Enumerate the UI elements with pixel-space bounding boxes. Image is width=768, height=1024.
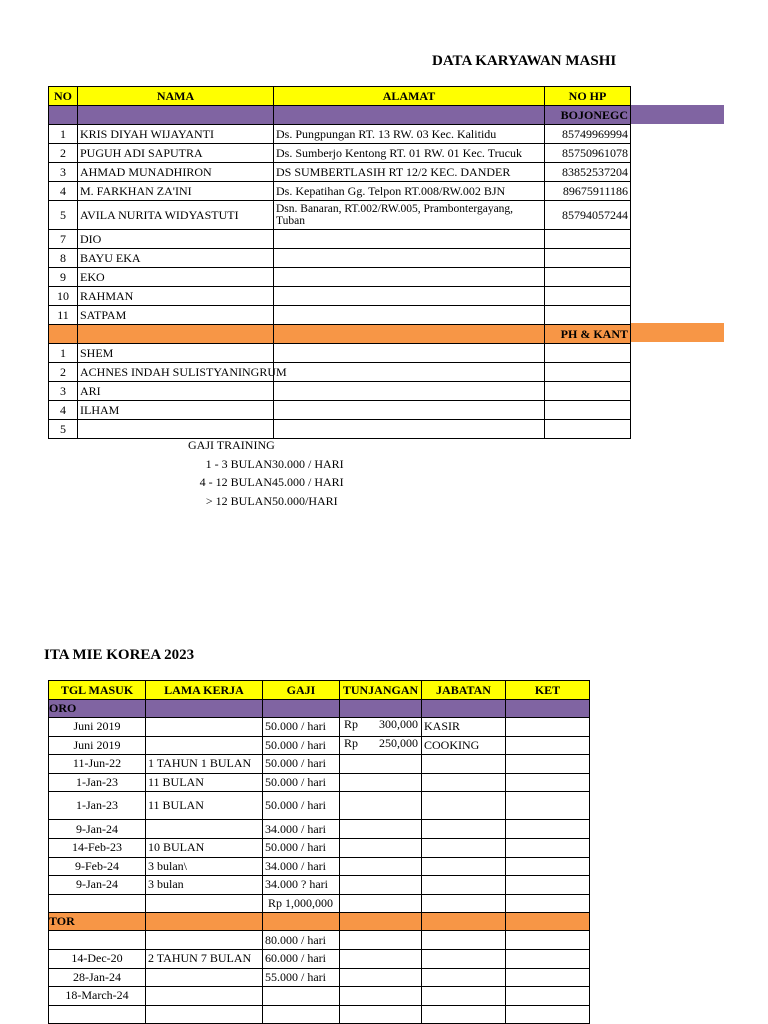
cell-tunjangan xyxy=(340,755,422,774)
cell-tunjangan xyxy=(340,792,422,820)
cell-nama: EKO xyxy=(78,268,274,287)
cell-tgl-masuk: Juni 2019 xyxy=(49,736,146,755)
cell-tunjangan xyxy=(340,1005,422,1024)
table-row xyxy=(49,144,631,163)
cell-nama: PUGUH ADI SAPUTRA xyxy=(78,144,274,163)
section-cell-empty xyxy=(146,700,263,718)
table-row xyxy=(49,736,590,755)
header-no-hp: NO HP xyxy=(545,87,631,106)
cell-no-hp xyxy=(545,401,631,420)
cell-jabatan: COOKING xyxy=(422,736,506,755)
cell-no: 8 xyxy=(49,249,78,268)
table-row xyxy=(49,306,631,325)
cell-no: 3 xyxy=(49,163,78,182)
cell-tgl-masuk xyxy=(49,894,146,913)
salary-table xyxy=(48,680,590,1024)
section-cell-empty xyxy=(78,106,274,125)
section-cell-empty xyxy=(263,913,340,931)
cell-no-hp: 85749969994 xyxy=(545,125,631,144)
cell-lama-kerja xyxy=(146,931,263,950)
cell-jabatan xyxy=(422,755,506,774)
cell-no-hp xyxy=(545,420,631,439)
cell-tunjangan xyxy=(340,773,422,792)
cell-lama-kerja xyxy=(146,1005,263,1024)
table-row xyxy=(49,182,631,201)
cell-gaji: 60.000 / hari xyxy=(263,949,340,968)
cell-tgl-masuk: 9-Feb-24 xyxy=(49,857,146,876)
cell-ket xyxy=(506,894,590,913)
cell-lama-kerja: 1 TAHUN 1 BULAN xyxy=(146,755,263,774)
cell-tgl-masuk: 28-Jan-24 xyxy=(49,968,146,987)
cell-jabatan xyxy=(422,1005,506,1024)
cell-nama: ARI xyxy=(78,382,274,401)
section-label: PH & KANT xyxy=(545,325,631,344)
cell-alamat xyxy=(274,230,545,249)
table-row xyxy=(49,876,590,895)
cell-tgl-masuk: 1-Jan-23 xyxy=(49,773,146,792)
cell-alamat: Ds. Sumberjo Kentong RT. 01 RW. 01 Kec. Trucuk xyxy=(274,144,545,163)
cell-no: 5 xyxy=(49,420,78,439)
table-row xyxy=(49,401,631,420)
header-lama: LAMA KERJA xyxy=(146,681,263,700)
table-row xyxy=(49,931,590,950)
cell-tgl-masuk xyxy=(49,931,146,950)
cell-ket xyxy=(506,949,590,968)
gaji-training-row xyxy=(150,492,390,510)
gaji-range: > 12 BULAN xyxy=(205,493,272,508)
cell-jabatan xyxy=(422,949,506,968)
section-cell-empty xyxy=(263,700,340,718)
cell-lama-kerja xyxy=(146,987,263,1006)
section-cell-empty xyxy=(49,106,78,125)
cell-no-hp xyxy=(545,230,631,249)
cell-no-hp: 83852537204 xyxy=(545,163,631,182)
table-row xyxy=(49,363,631,382)
section-cell-empty xyxy=(422,913,506,931)
cell-nama: ACHNES INDAH SULISTYANINGRUM xyxy=(78,363,274,382)
section-cell-empty xyxy=(340,913,422,931)
cell-ket xyxy=(506,773,590,792)
cell-nama: RAHMAN xyxy=(78,287,274,306)
cell-ket xyxy=(506,820,590,839)
cell-lama-kerja: 3 bulan\ xyxy=(146,857,263,876)
tunjangan-value: 250,000 xyxy=(379,735,418,750)
cell-jabatan xyxy=(422,838,506,857)
cell-alamat xyxy=(274,287,545,306)
table-row xyxy=(49,344,631,363)
table-row xyxy=(49,755,590,774)
cell-no-hp xyxy=(545,268,631,287)
page-title-bottom: ITA MIE KOREA 2023 xyxy=(44,647,195,663)
cell-ket xyxy=(506,792,590,820)
cell-alamat xyxy=(274,363,545,382)
cell-jabatan xyxy=(422,931,506,950)
table-row xyxy=(49,163,631,182)
cell-no: 2 xyxy=(49,363,78,382)
header-tgl: TGL MASUK xyxy=(49,681,146,700)
cell-lama-kerja: 11 BULAN xyxy=(146,792,263,820)
header-tunjangan: TUNJANGAN xyxy=(340,681,422,700)
cell-ket xyxy=(506,736,590,755)
section-cell-empty xyxy=(506,700,590,718)
cell-nama: KRIS DIYAH WIJAYANTI xyxy=(78,125,274,144)
section-band-ph-kantor xyxy=(630,323,724,342)
cell-tunjangan xyxy=(340,838,422,857)
cell-tgl-masuk: 14-Dec-20 xyxy=(49,949,146,968)
table-row xyxy=(49,201,631,230)
cell-jabatan xyxy=(422,773,506,792)
cell-jabatan xyxy=(422,968,506,987)
cell-tgl-masuk: 11-Jun-22 xyxy=(49,755,146,774)
cell-alamat: Ds. Kepatihan Gg. Telpon RT.008/RW.002 BJN xyxy=(274,182,545,201)
cell-ket xyxy=(506,1005,590,1024)
table-row xyxy=(49,857,590,876)
section-label: BOJONEGC xyxy=(545,106,631,125)
table-row xyxy=(49,718,590,737)
section-row xyxy=(49,913,590,931)
cell-tunjangan xyxy=(340,894,422,913)
cell-gaji: 50.000 / hari xyxy=(263,773,340,792)
section-band-bojonegoro xyxy=(630,105,724,124)
cell-tunjangan xyxy=(340,857,422,876)
cell-tunjangan xyxy=(340,987,422,1006)
header-no: NO xyxy=(49,87,78,106)
cell-gaji: Rp 1,000,000 xyxy=(263,894,340,913)
cell-jabatan: KASIR xyxy=(422,718,506,737)
table-row xyxy=(49,820,590,839)
cell-no: 3 xyxy=(49,382,78,401)
cell-ket xyxy=(506,857,590,876)
cell-lama-kerja xyxy=(146,736,263,755)
table-row xyxy=(49,420,631,439)
cell-gaji: 34.000 / hari xyxy=(263,857,340,876)
cell-nama: M. FARKHAN ZA'INI xyxy=(78,182,274,201)
section-cell-empty xyxy=(506,913,590,931)
cell-jabatan xyxy=(422,857,506,876)
cell-alamat xyxy=(274,344,545,363)
cell-gaji: 50.000 / hari xyxy=(263,755,340,774)
cell-nama: BAYU EKA xyxy=(78,249,274,268)
cell-lama-kerja xyxy=(146,718,263,737)
cell-lama-kerja: 11 BULAN xyxy=(146,773,263,792)
header-alamat: ALAMAT xyxy=(274,87,545,106)
section-cell-empty xyxy=(49,325,78,344)
section-cell-empty xyxy=(274,106,545,125)
gaji-rate: 30.000 / HARI xyxy=(272,456,344,471)
section-cell-empty xyxy=(78,325,274,344)
cell-alamat xyxy=(274,249,545,268)
cell-jabatan xyxy=(422,987,506,1006)
cell-no-hp: 89675911186 xyxy=(545,182,631,201)
section-row xyxy=(49,700,590,718)
header-nama: NAMA xyxy=(78,87,274,106)
cell-lama-kerja xyxy=(146,894,263,913)
cell-no: 4 xyxy=(49,401,78,420)
section-cell-empty xyxy=(274,325,545,344)
cell-alamat xyxy=(274,420,545,439)
cell-tgl-masuk: 9-Jan-24 xyxy=(49,876,146,895)
table-row xyxy=(49,1005,590,1024)
cell-no-hp xyxy=(545,306,631,325)
cell-alamat xyxy=(274,401,545,420)
cell-tgl-masuk: 9-Jan-24 xyxy=(49,820,146,839)
header-gaji: GAJI xyxy=(263,681,340,700)
cell-lama-kerja xyxy=(146,820,263,839)
cell-lama-kerja: 10 BULAN xyxy=(146,838,263,857)
cell-no: 1 xyxy=(49,125,78,144)
cell-no: 7 xyxy=(49,230,78,249)
table-row xyxy=(49,249,631,268)
cell-no: 2 xyxy=(49,144,78,163)
cell-tgl-masuk: 18-March-24 xyxy=(49,987,146,1006)
page-title-top: DATA KARYAWAN MASHI xyxy=(432,53,617,69)
employee-table xyxy=(48,86,631,439)
table-row xyxy=(49,382,631,401)
table-row xyxy=(49,125,631,144)
table-row xyxy=(49,838,590,857)
cell-gaji: 50.000 / hari xyxy=(263,736,340,755)
cell-ket xyxy=(506,755,590,774)
header-ket: KET xyxy=(506,681,590,700)
gaji-training-row xyxy=(150,455,390,473)
cell-alamat: DS SUMBERTLASIH RT 12/2 KEC. DANDER xyxy=(274,163,545,182)
cell-tunjangan xyxy=(340,949,422,968)
cell-tunjangan xyxy=(340,931,422,950)
cell-no-hp xyxy=(545,344,631,363)
gaji-rate: 45.000 / HARI xyxy=(272,475,344,489)
cell-ket xyxy=(506,931,590,950)
table-row xyxy=(49,268,631,287)
cell-tunjangan xyxy=(340,968,422,987)
cell-gaji: 55.000 / hari xyxy=(263,968,340,987)
table-header-row xyxy=(49,681,590,700)
cell-no: 5 xyxy=(49,201,78,230)
cell-ket xyxy=(506,876,590,895)
section-row xyxy=(49,106,631,125)
cell-no: 4 xyxy=(49,182,78,201)
cell-no: 11 xyxy=(49,306,78,325)
cell-tunjangan xyxy=(340,820,422,839)
cell-lama-kerja: 3 bulan xyxy=(146,876,263,895)
gaji-rate: 50.000/HARI xyxy=(272,493,338,508)
table-header-row xyxy=(49,87,631,106)
tunjangan-currency: Rp xyxy=(344,717,359,731)
cell-alamat xyxy=(274,382,545,401)
cell-gaji: 34.000 / hari xyxy=(263,820,340,839)
gaji-range: 1 - 3 BULAN xyxy=(205,456,272,471)
cell-no-hp: 85750961078 xyxy=(545,144,631,163)
cell-tunjangan xyxy=(340,736,422,755)
cell-nama: SATPAM xyxy=(78,306,274,325)
table-row xyxy=(49,792,590,820)
cell-nama: AVILA NURITA WIDYASTUTI xyxy=(78,201,274,230)
cell-jabatan xyxy=(422,876,506,895)
cell-nama: DIO xyxy=(78,230,274,249)
section-cell-empty xyxy=(340,700,422,718)
cell-alamat: Ds. Pungpungan RT. 13 RW. 03 Kec. Kalitidu xyxy=(274,125,545,144)
section-row xyxy=(49,325,631,344)
section-cell-empty xyxy=(146,913,263,931)
cell-tgl-masuk xyxy=(49,1005,146,1024)
cell-tgl-masuk: 14-Feb-23 xyxy=(49,838,146,857)
table-row xyxy=(49,968,590,987)
table-row xyxy=(49,949,590,968)
cell-tunjangan xyxy=(340,718,422,737)
cell-tunjangan xyxy=(340,876,422,895)
cell-tgl-masuk: 1-Jan-23 xyxy=(49,792,146,820)
tunjangan-value: 300,000 xyxy=(379,717,418,731)
cell-jabatan xyxy=(422,894,506,913)
cell-no-hp xyxy=(545,287,631,306)
cell-no: 10 xyxy=(49,287,78,306)
cell-ket xyxy=(506,838,590,857)
cell-alamat: Dsn. Banaran, RT.002/RW.005, Prambontergayang, Tuban xyxy=(274,201,545,230)
table-row xyxy=(49,987,590,1006)
cell-gaji: 50.000 / hari xyxy=(263,838,340,857)
cell-no-hp: 85794057244 xyxy=(545,201,631,230)
table-row xyxy=(49,287,631,306)
cell-gaji: 34.000 ? hari xyxy=(263,876,340,895)
cell-gaji: 50.000 / hari xyxy=(263,792,340,820)
cell-no: 1 xyxy=(49,344,78,363)
gaji-training-title: GAJI TRAINING xyxy=(188,438,275,452)
cell-no-hp xyxy=(545,382,631,401)
section-cell-empty xyxy=(422,700,506,718)
cell-jabatan xyxy=(422,792,506,820)
table-row xyxy=(49,230,631,249)
cell-ket xyxy=(506,987,590,1006)
cell-no-hp xyxy=(545,363,631,382)
table-row xyxy=(49,773,590,792)
cell-gaji xyxy=(263,1005,340,1024)
gaji-range: 4 - 12 BULAN xyxy=(199,475,272,489)
section-label: TOR xyxy=(49,913,146,931)
cell-nama: AHMAD MUNADHIRON xyxy=(78,163,274,182)
cell-no: 9 xyxy=(49,268,78,287)
cell-nama: SHEM xyxy=(78,344,274,363)
cell-lama-kerja: 2 TAHUN 7 BULAN xyxy=(146,949,263,968)
cell-ket xyxy=(506,968,590,987)
cell-alamat xyxy=(274,268,545,287)
cell-lama-kerja xyxy=(146,968,263,987)
cell-gaji xyxy=(263,987,340,1006)
table-row xyxy=(49,894,590,913)
cell-gaji: 80.000 / hari xyxy=(263,931,340,950)
tunjangan-currency: Rp xyxy=(344,735,359,750)
gaji-training-row xyxy=(150,473,390,491)
cell-tgl-masuk: Juni 2019 xyxy=(49,718,146,737)
cell-gaji: 50.000 / hari xyxy=(263,718,340,737)
cell-no-hp xyxy=(545,249,631,268)
cell-jabatan xyxy=(422,820,506,839)
cell-nama: ILHAM xyxy=(78,401,274,420)
header-jabatan: JABATAN xyxy=(422,681,506,700)
cell-ket xyxy=(506,718,590,737)
section-label: ORO xyxy=(49,700,146,718)
cell-alamat xyxy=(274,306,545,325)
